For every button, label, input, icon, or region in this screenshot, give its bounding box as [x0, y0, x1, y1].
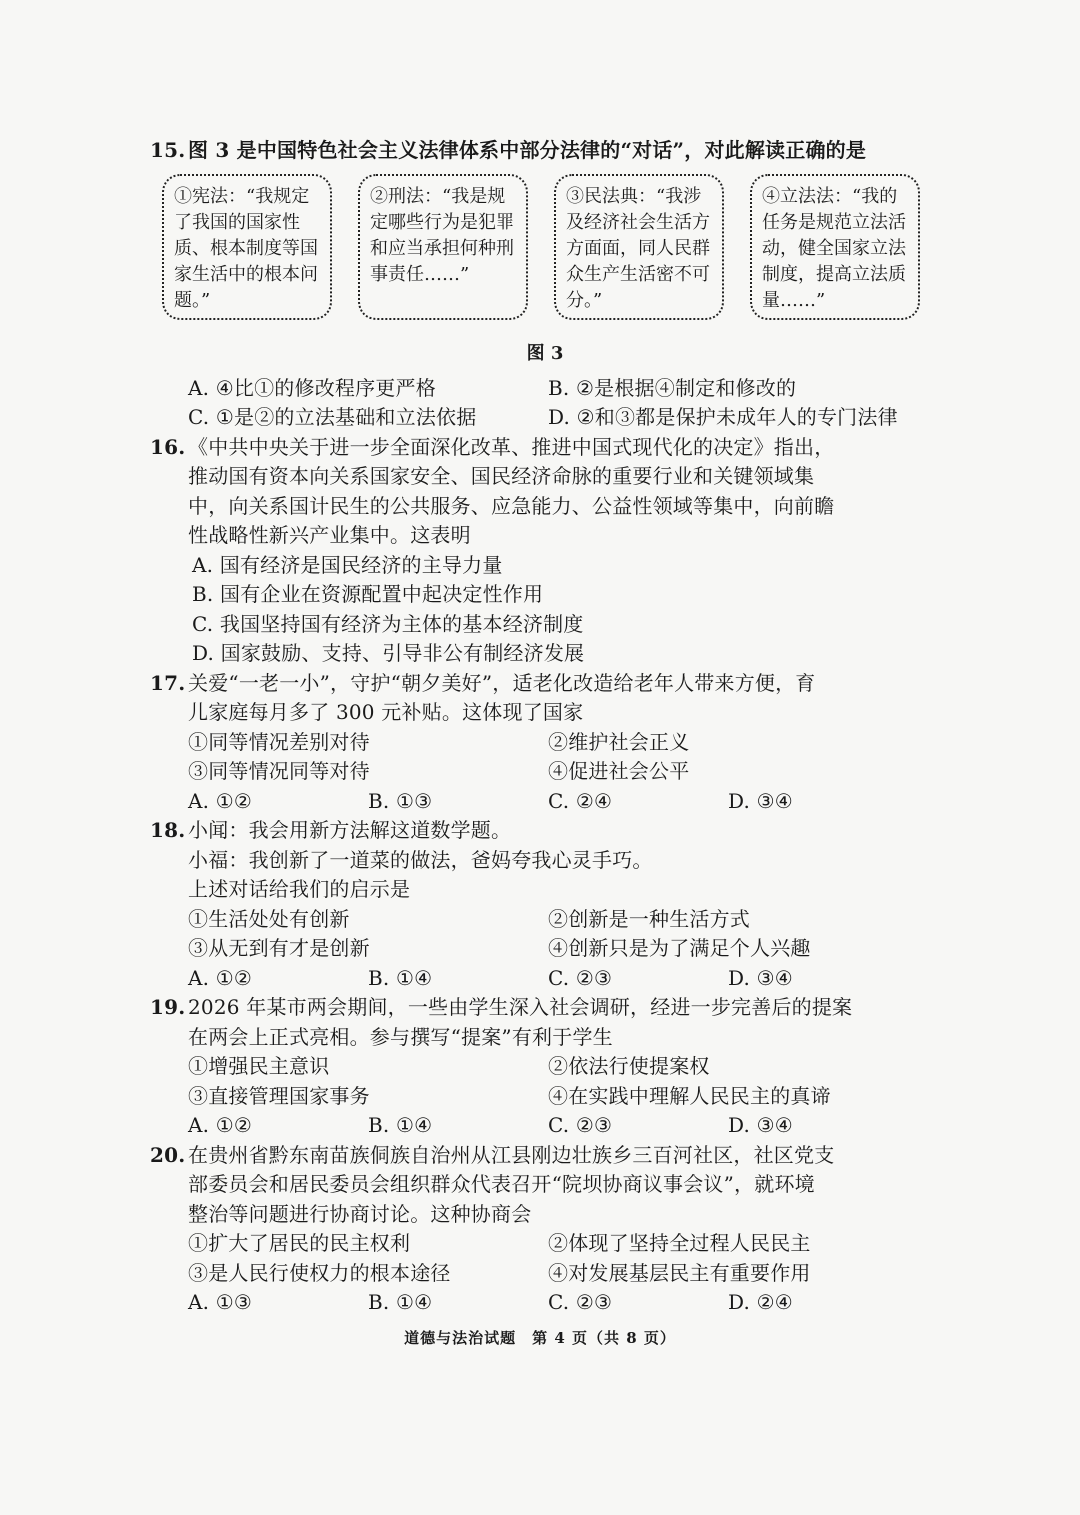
answer-options [150, 551, 940, 669]
question-stem-line: 《中共中央关于进一步全面深化改革、推进中国式现代化的决定》指出， [188, 434, 835, 459]
question-15 [150, 136, 940, 166]
speech-bubble-constitution: ①宪法：“我规定了我国的国家性质、根本制度等国家生活中的根本问题。” [162, 174, 332, 320]
statement-2: ②创新是一种生活方式 [548, 906, 750, 931]
statement-items [150, 1052, 940, 1111]
option-a[interactable]: A. ①② [188, 1113, 253, 1137]
figure-3-dialogue [162, 174, 940, 334]
question-stem-line: 中，向关系国计民生的公共服务、应急能力、公益性领域等集中，向前瞻 [188, 493, 835, 518]
question-19 [150, 993, 940, 1141]
option-d[interactable]: D. 国家鼓励、支持、引导非公有制经济发展 [192, 641, 585, 665]
answer-options [150, 374, 940, 433]
figure-label: 图 3 [526, 342, 564, 364]
statement-3: ③直接管理国家事务 [188, 1083, 370, 1108]
option-d[interactable]: D. ②和③都是保护未成年人的专门法律 [548, 405, 898, 429]
statement-2: ②依法行使提案权 [548, 1054, 710, 1078]
question-stem-line: 小闻：我会用新方法解这道数学题。 [188, 818, 512, 842]
option-d[interactable]: D. ③④ [728, 788, 793, 813]
question-17 [150, 669, 940, 817]
statement-4: ④在实践中理解人民民主的真谛 [548, 1083, 831, 1108]
answer-options [150, 964, 940, 994]
option-d[interactable]: D. ③④ [728, 1113, 793, 1137]
statement-1: ①增强民主意识 [188, 1054, 330, 1078]
option-d[interactable]: D. ③④ [728, 965, 793, 990]
option-b[interactable]: B. ①④ [368, 1113, 433, 1137]
question-number: 15. [150, 138, 186, 162]
answer-options [150, 1111, 940, 1141]
statement-items [150, 728, 940, 787]
option-c[interactable]: C. ②③ [548, 965, 613, 990]
statement-3: ③同等情况同等对待 [188, 759, 370, 783]
speech-bubble-criminal-law: ②刑法：“我是规定哪些行为是犯罪和应当承担何种刑事责任……” [358, 174, 528, 320]
statement-4: ④对发展基层民主有重要作用 [548, 1260, 811, 1285]
exam-page [150, 136, 940, 1318]
option-c[interactable]: C. 我国坚持国有经济为主体的基本经济制度 [192, 611, 584, 636]
question-stem-line: 2026 年某市两会期间，一些由学生深入社会调研，经进一步完善后的提案 [188, 995, 853, 1019]
question-20 [150, 1141, 940, 1318]
statement-items [150, 905, 940, 964]
option-c[interactable]: C. ②③ [548, 1113, 613, 1137]
question-stem-line: 在贵州省黔东南苗族侗族自治州从江县刚边壮族乡三百河社区，社区党支 [188, 1142, 835, 1167]
question-number: 19. [150, 995, 186, 1019]
question-number: 16. [150, 434, 186, 459]
statement-4: ④促进社会公平 [548, 759, 690, 783]
page-footer: 道德与法治试题 第 4 页（共 8 页） [404, 1329, 676, 1347]
question-stem-line: 在两会上正式亮相。参与撰写“提案”有利于学生 [188, 1024, 613, 1049]
question-number: 18. [150, 818, 186, 842]
question-stem-line: 整治等问题进行协商讨论。这种协商会 [188, 1201, 532, 1226]
question-stem-line: 性战略性新兴产业集中。这表明 [188, 523, 471, 547]
statement-3: ③从无到有才是创新 [188, 936, 370, 960]
question-stem: 图 3 是中国特色社会主义法律体系中部分法律的“对话”，对此解读正确的是 [188, 138, 867, 162]
option-b[interactable]: B. ①④ [368, 1290, 433, 1314]
question-18 [150, 816, 940, 993]
option-a[interactable]: A. ①② [188, 788, 253, 813]
option-c[interactable]: C. ②④ [548, 788, 613, 813]
statement-3: ③是人民行使权力的根本途径 [188, 1260, 451, 1285]
question-16 [150, 433, 940, 669]
statement-4: ④创新只是为了满足个人兴趣 [548, 936, 811, 960]
question-number: 17. [150, 670, 186, 695]
question-stem-line: 小福：我创新了一道菜的做法，爸妈夸我心灵手巧。 [188, 847, 653, 872]
option-a[interactable]: A. 国有经济是国民经济的主导力量 [192, 552, 503, 577]
option-a[interactable]: A. ①③ [188, 1290, 253, 1314]
statement-2: ②维护社会正义 [548, 729, 690, 754]
question-stem-line: 关爱“一老一小”，守护“朝夕美好”，适老化改造给老年人带来方便，育 [188, 670, 816, 695]
answer-options [150, 1288, 940, 1318]
option-b[interactable]: B. ②是根据④制定和修改的 [548, 375, 797, 400]
statement-items [150, 1229, 940, 1288]
question-stem-line: 上述对话给我们的启示是 [188, 877, 411, 901]
option-c[interactable]: C. ①是②的立法基础和立法依据 [188, 405, 477, 429]
option-c[interactable]: C. ②③ [548, 1290, 613, 1314]
option-a[interactable]: A. ④比①的修改程序更严格 [188, 375, 436, 400]
statement-1: ①同等情况差别对待 [188, 729, 370, 754]
option-b[interactable]: B. 国有企业在资源配置中起决定性作用 [192, 582, 544, 606]
option-b[interactable]: B. ①③ [368, 788, 433, 813]
question-stem-line: 推动国有资本向关系国家安全、国民经济命脉的重要行业和关键领域集 [188, 464, 815, 488]
statement-1: ①生活处处有创新 [188, 906, 350, 931]
question-stem-line: 部委员会和居民委员会组织群众代表召开“院坝协商议事会议”，就环境 [188, 1172, 815, 1196]
option-a[interactable]: A. ①② [188, 965, 253, 990]
option-b[interactable]: B. ①④ [368, 965, 433, 990]
speech-bubble-legislation-law: ④立法法：“我的任务是规范立法活动，健全国家立法制度，提高立法质量……” [750, 174, 920, 320]
speech-bubble-civil-code: ③民法典：“我涉及经济社会生活方方面面，同人民群众生产生活密不可分。” [554, 174, 724, 320]
answer-options [150, 787, 940, 817]
option-d[interactable]: D. ②④ [728, 1290, 793, 1314]
statement-2: ②体现了坚持全过程人民民主 [548, 1231, 811, 1255]
question-number: 20. [150, 1142, 186, 1167]
statement-1: ①扩大了居民的民主权利 [188, 1231, 411, 1255]
question-stem-line: 儿家庭每月多了 300 元补贴。这体现了国家 [188, 700, 584, 724]
